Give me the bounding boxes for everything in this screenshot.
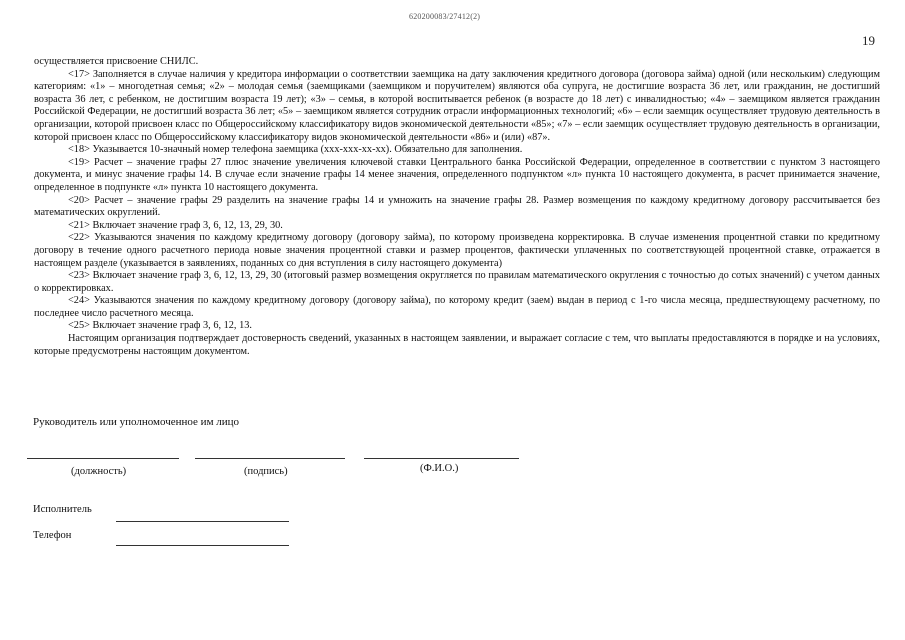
document-body (34, 56, 880, 358)
signature-caption: (подпись) (244, 466, 288, 477)
paragraph: осуществляется присвоение СНИЛС. (34, 56, 199, 67)
phone-line (116, 545, 289, 546)
signatory-title: Руководитель или уполномоченное им лицо (33, 416, 240, 428)
footnote-24: <24> Указываются значения по каждому кредитному договору (договору займа), по которому кредит (заем) выдан в период с 1-го числа месяца, предшествующему расчетному, по последнее число расчетного месяца. (34, 295, 880, 319)
executor-line (116, 521, 289, 522)
footnote-19: <19> Расчет – значение графы 27 плюс значение увеличения ключевой ставки Центрального банка Российской Федерации, определенное в соответствии с пунктом 3 настоящего документа, и минус значение графы 14. В случае если значение графы 14 менее значения, определенного подпунктом «л» пункта 10 настоящего документа, в расчет принимается значение, определенное в подпункте «л» пункта 10 настоящего документа. (34, 156, 880, 193)
document-code: 620200083/27412(2) (409, 12, 481, 21)
page-number: 19 (862, 33, 875, 48)
footnote-20: <20> Расчет – значение графы 29 разделить на значение графы 14 и умножить на значение графы 28. Размер возмещения по каждому кредитному договору рассчитывается без математических округлений. (34, 194, 880, 219)
position-caption: (должность) (71, 466, 127, 477)
executor-label: Исполнитель (33, 504, 92, 515)
footnote-21: <21> Включает значение граф 3, 6, 12, 13, 29, 30. (68, 219, 283, 231)
phone-label: Телефон (33, 530, 72, 541)
footnote-22: <22> Указываются значения по каждому кредитному договору (договору займа), по которому произведена корректировка. В случае изменения процентной ставки по кредитному договору в течение одного расчетного периода новые значения процентной ставки и размер процентов, фактически уплаченных по соответствующей процентной ставке, отражается в настоящем разделе (указывается в заявлениях, поданных со дня вступления в силу настоящего документа) (34, 232, 880, 269)
footnote-23: <23> Включает значение граф 3, 6, 12, 13, 29, 30 (итоговый размер возмещения округляется по правилам математического округления с точностью до сотых значений) с учетом данных о корректировках. (34, 270, 880, 294)
footnote-18: <18> Указывается 10-значный номер телефона заемщика (xxx-xxx-xx-xx). Обязательно для заполнения. (68, 144, 523, 156)
footnote-17: <17> Заполняется в случае наличия у кредитора информации о соответствии заемщика на дату заключения кредитного договора (договора займа) одной (или нескольким) следующим категориям: «1» – многодетная семья; «2» – молодая семья (заемщиками (заемщиком и поручителем) являются оба супруга, не достигшие возраста 36 лет, или гражданин, не достигший возраста 36 лет, с ребенком, не достигшим возраста 19 лет); «3» – семья, в которой воспитывается ребенок (в возрасте до 18 лет) с инвалидностью; «4» – заемщиком является гражданин Российской Федерации, не достигший возраста 36 лет; «5» – заемщиком является сотрудник отрасли информационных технологий; «6» – если заемщик осуществляет трудовую деятельность в организации, которой присвоен класс по Общероссийскому классификатору видов экономической деятельности «85»; «7» – если заемщик осуществляет трудовую деятельность в организации, которой присвоен класс по Общероссийскому классификатору видов экономической деятельности «86» и (или) «87». (34, 68, 880, 143)
name-caption: (Ф.И.О.) (420, 463, 459, 474)
name-line (364, 458, 519, 459)
footnote-25: <25> Включает значение граф 3, 6, 12, 13. (68, 320, 252, 332)
consent-statement: Настоящим организация подтверждает достоверность сведений, указанных в настоящем заявлении, и выражает согласие с тем, что выплаты предоставляются в порядке и на условиях, которые предусмотрены настоящим документом. (34, 333, 880, 357)
position-line (27, 458, 179, 459)
signature-line (195, 458, 345, 459)
